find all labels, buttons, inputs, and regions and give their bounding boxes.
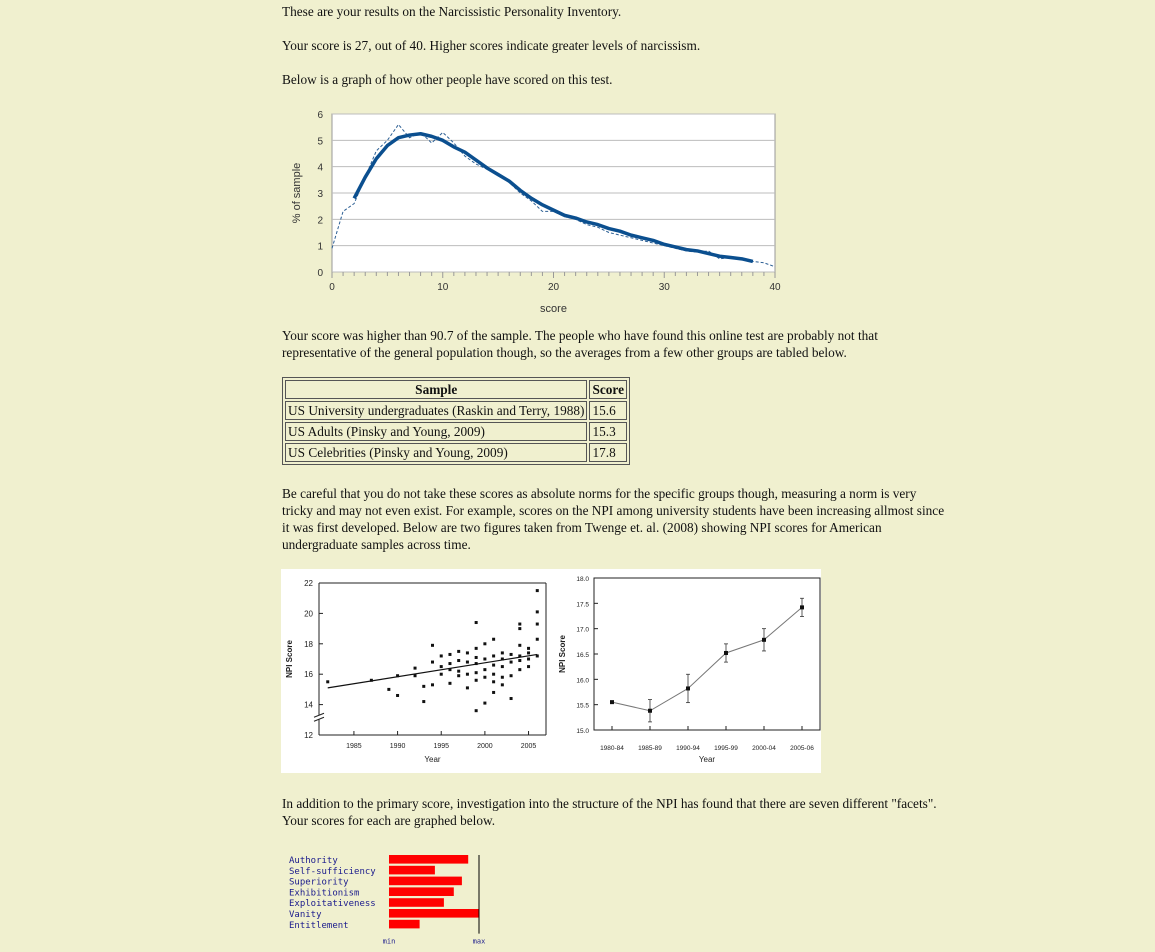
x-tick-label: 2005-06	[790, 745, 814, 752]
y-tick-label: 18.0	[576, 576, 589, 583]
scatter-point	[414, 667, 417, 670]
scatter-point	[457, 650, 460, 653]
scatter-point	[483, 642, 486, 645]
scatter-point	[510, 661, 513, 664]
scatter-point	[527, 651, 530, 654]
scatter-point	[510, 653, 513, 656]
caution-text: Be careful that you do not take these scores as absolute norms for the specific groups though, measuring a norm is very tricky and may not even exist. For example, scores on the NPI among university students have been increasing allmost since it was first developed. Below are two figures taken from Twenge et. al. (2008) showing NPI scores for American undergraduate samples across time.	[282, 486, 945, 552]
sample-cell: US Celebrities (Pinsky and Young, 2009)	[285, 443, 587, 462]
scatter-point	[510, 697, 513, 700]
y-tick-label: 5	[317, 136, 323, 148]
scatter-point	[492, 664, 495, 667]
y-tick-label: 15.0	[576, 728, 589, 735]
y-tick-label: 15.5	[576, 702, 589, 710]
scatter-point	[475, 647, 478, 650]
scatter-point	[492, 680, 495, 683]
facet-label: Superiority	[289, 877, 349, 888]
y-tick-label: 14	[304, 700, 313, 710]
scatter-point	[527, 665, 530, 668]
mean-point	[610, 700, 614, 704]
score-distribution-chart	[282, 104, 792, 322]
facet-bar	[389, 898, 444, 907]
y-tick-label: 0	[317, 268, 323, 279]
scatter-point	[466, 673, 469, 676]
x-tick-label: 1990-94	[676, 745, 700, 752]
x-tick-label: 1995	[433, 743, 450, 750]
sample-cell: US Adults (Pinsky and Young, 2009)	[285, 422, 587, 441]
scatter-point	[457, 674, 460, 677]
y-tick-label: 6	[317, 110, 323, 121]
scatter-point	[518, 668, 521, 671]
facets-intro: In addition to the primary score, investigation into the structure of the NPI has found that there are seven different "facets". Your scores for each are graphed below.	[282, 796, 937, 828]
scatter-point	[483, 702, 486, 705]
scatter-point	[448, 653, 451, 656]
column-header-score: Score	[589, 380, 627, 399]
scatter-point	[536, 589, 539, 592]
x-tick-label: 1985	[346, 743, 362, 750]
mean-point	[648, 709, 652, 713]
x-tick-label: 40	[769, 282, 781, 293]
scatter-point	[466, 686, 469, 689]
y-axis-label: NPI Score	[558, 635, 567, 673]
x-tick-label: 0	[329, 282, 335, 293]
scatter-point	[326, 680, 329, 683]
x-tick-label: 10	[437, 282, 449, 293]
column-header-sample: Sample	[285, 380, 587, 399]
facet-bar	[389, 855, 468, 864]
y-tick-label: 16.0	[576, 677, 589, 685]
scatter-point	[422, 700, 425, 703]
x-tick-label: 30	[658, 282, 670, 293]
scatter-point	[440, 654, 443, 657]
scatter-point	[431, 661, 434, 664]
scatter-point	[475, 679, 478, 682]
facet-label: Exploitativeness	[289, 899, 376, 910]
x-tick-label: 1995-99	[714, 745, 738, 752]
plot-frame	[594, 578, 820, 730]
scatter-point	[483, 676, 486, 679]
scatter-point	[422, 685, 425, 688]
scatter-point	[448, 682, 451, 685]
scatter-point	[501, 665, 504, 668]
scatter-point	[492, 691, 495, 694]
x-axis-label: Year	[424, 755, 441, 764]
x-tick-label: 2000-04	[752, 745, 776, 752]
scatter-point	[518, 627, 521, 630]
max-label: max	[472, 937, 486, 946]
scatter-point	[510, 674, 513, 677]
y-tick-label: 16.5	[576, 652, 589, 659]
facet-bar	[389, 909, 479, 918]
scatter-point	[518, 659, 521, 662]
scatter-point	[483, 658, 486, 661]
scatter-point	[527, 658, 530, 661]
scatter-point	[475, 656, 478, 659]
axis-break-gap	[314, 715, 324, 719]
scatter-point	[492, 638, 495, 641]
scatter-point	[440, 665, 443, 668]
facet-label: Exhibitionism	[289, 888, 360, 899]
scatter-point	[440, 673, 443, 676]
score-summary: Your score is 27, out of 40. Higher scores indicate greater levels of narcissism.	[282, 38, 701, 53]
x-tick-label: 2005	[520, 743, 537, 750]
scatter-point	[518, 623, 521, 626]
score-cell: 17.8	[589, 443, 627, 462]
y-tick-label: 20	[304, 609, 313, 619]
mean-point	[762, 638, 766, 642]
scatter-point	[536, 638, 539, 641]
x-tick-label: 1980-84	[600, 745, 624, 752]
y-tick-label: 12	[304, 731, 313, 740]
y-tick-label: 3	[317, 189, 323, 200]
facet-label: Self-sufficiency	[289, 866, 376, 877]
scatter-point	[501, 683, 504, 686]
twenge-figures	[281, 569, 821, 773]
percentile-text: Your score was higher than 90.7 of the sample. The people who have found this online test are probably not that representative of the general population though, so the averages from a few other groups are tabled below.	[282, 328, 878, 360]
y-tick-label: 2	[317, 215, 323, 227]
norms-table	[282, 377, 630, 465]
y-tick-label: 16	[304, 670, 313, 680]
scatter-point	[527, 647, 530, 650]
scatter-point	[475, 621, 478, 624]
trend-line	[328, 654, 538, 687]
x-tick-label: 1990	[389, 743, 406, 750]
x-axis-label: score	[540, 303, 567, 315]
scatter-point	[483, 668, 486, 671]
table-row	[285, 401, 627, 420]
y-axis-label: % of sample	[291, 162, 303, 224]
graph-intro: Below is a graph of how other people have scored on this test.	[282, 72, 613, 87]
table-row	[285, 443, 627, 462]
scatter-point	[431, 644, 434, 647]
x-tick-label: 2000	[477, 743, 493, 750]
scatter-point	[536, 623, 539, 626]
scatter-point	[448, 662, 451, 665]
scatter-point	[492, 673, 495, 676]
facet-bar	[389, 866, 435, 875]
y-tick-label: 4	[317, 162, 323, 174]
facet-bar	[389, 877, 462, 886]
scatter-point	[457, 659, 460, 662]
means-line	[612, 607, 802, 710]
scatter-point	[431, 683, 434, 686]
sample-cell: US University undergraduates (Raskin and Terry, 1988)	[285, 401, 587, 420]
mean-point	[724, 651, 728, 655]
y-tick-label: 17.0	[576, 626, 589, 634]
facet-bar	[389, 920, 420, 929]
x-axis-label: Year	[698, 755, 716, 764]
facet-label: Authority	[289, 856, 338, 866]
scatter-point	[457, 670, 460, 673]
scatter-point	[466, 661, 469, 664]
scatter-point	[518, 644, 521, 647]
x-tick-label: 20	[547, 282, 560, 293]
score-cell: 15.3	[589, 422, 627, 441]
facet-label: Vanity	[289, 910, 322, 920]
scatter-point	[396, 694, 399, 697]
scatter-point	[501, 651, 504, 654]
x-tick-label: 1985-89	[638, 745, 662, 752]
scatter-point	[387, 688, 390, 691]
scatter-point	[475, 671, 478, 674]
scatter-point	[536, 610, 539, 613]
facet-label: Entitlement	[289, 920, 349, 931]
y-tick-label: 1	[317, 241, 323, 253]
table-row	[285, 422, 627, 441]
scatter-point	[492, 654, 495, 657]
facet-bar-chart	[282, 852, 492, 947]
scatter-point	[501, 676, 504, 679]
mean-point	[686, 686, 690, 690]
y-tick-label: 18	[304, 639, 313, 649]
intro-line-1: These are your results on the Narcissistic Personality Inventory.	[282, 4, 622, 19]
y-axis-label: NPI Score	[285, 640, 294, 678]
y-tick-label: 17.5	[576, 601, 589, 609]
facet-bar	[389, 887, 454, 896]
scatter-point	[466, 651, 469, 654]
scatter-point	[475, 709, 478, 712]
min-label: min	[382, 937, 396, 946]
mean-point	[800, 605, 804, 609]
score-cell: 15.6	[589, 401, 627, 420]
y-tick-label: 22	[304, 579, 313, 588]
